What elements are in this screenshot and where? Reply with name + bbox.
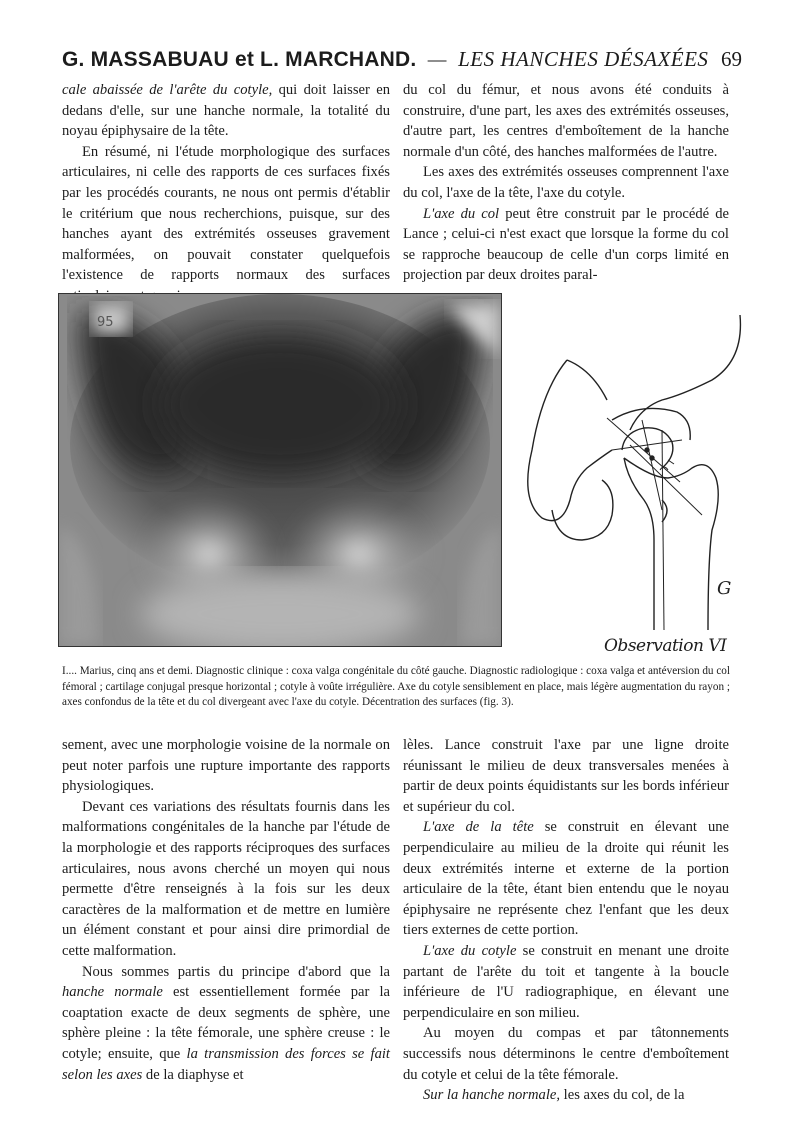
- paragraph: [403, 1085, 729, 1106]
- paragraph: En résumé, ni l'étude morphologique des surfaces articulaires, ni celle des rapports de ces surfaces fixés par les procédés courants, ne nous ont permis d'établir le critérium que nous recherchions, puisque, sur des hanches ayant des extrémités osseuses gravement malformées, on pouvait constater quelquefois l'existence de rapports normaux des surfaces: [62, 143, 390, 284]
- body-text: est essentiellement formée par la coaptation exacte de deux segments de sphère, une sphère pleine : la tête fémorale, une sphère creuse : le cotyle; ensuite, que: [62, 984, 390, 1062]
- italic-text: Sur la hanche normale,: [423, 1087, 561, 1104]
- body-text: de la diaphyse et: [142, 1066, 244, 1083]
- paragraph: [62, 962, 390, 1086]
- column-top-left: [62, 80, 390, 307]
- radiograph-graphic: [59, 294, 501, 646]
- radiograph-image: [58, 293, 502, 647]
- italic-text: L'axe du cotyle: [423, 942, 517, 959]
- femur-outer: [624, 458, 718, 630]
- italic-text: la transmission des forces se fait selon les axes: [62, 1045, 390, 1083]
- column-top-right: [403, 80, 729, 286]
- page-number: 69: [721, 47, 742, 71]
- body-text: Nous sommes partis du principe d'abord que la: [82, 963, 390, 980]
- body-text: se construit en menant une droite partant de l'arête du toit et tangente à la boucle inférieure de l'U radiographique, en élevant une perpendiculaire en son milieu.: [403, 942, 729, 1021]
- head-axis: [642, 420, 662, 510]
- body-text: se construit en élevant une perpendiculaire au milieu de la droite qui réunit les deux extrémités interne et externe de la portion articulaire de la tête, étant bien entendu que le noyau épiphysaire ne représente chez l'enfant que les deux tiers externes de cette portion.: [403, 819, 730, 939]
- header-dash: —: [427, 47, 447, 71]
- column-bottom-left: [62, 735, 390, 1085]
- body-text: les axes du col, de la: [560, 1087, 685, 1104]
- paragraph: [403, 941, 729, 1023]
- figure-caption: I.... Marius, cinq ans et demi. Diagnostic clinique : coxa valga congénitale du côté gauche. Diagnostic radiologique : coxa valga et antéversion du col fémoral ; cartilage conjugal presque horizontal ; cotyle à voûte irrégulière. Axe du cotyle sensiblement en place, mais légère augmentation du rayon ; axes confondus de la tête et du col divergeant avec l'axe du cotyle. Décentration des surfaces (fig. 3).: [62, 665, 730, 709]
- paragraph: du col du fémur, et nous avons été conduits à construire, d'une part, les axes des extrémités osseuses, d'autre part, les centres d'emboîtement de la hanche normale d'un côté, des hanches malformées de l'autre.: [403, 82, 729, 160]
- hip-diagram: [512, 300, 750, 670]
- acetabulum-roof: [612, 408, 690, 440]
- italic-text: L'axe du col: [423, 205, 500, 222]
- paragraph: [403, 204, 729, 286]
- italic-text: cale abaissée de l'arête du cotyle,: [62, 82, 273, 98]
- radiograph-mark: 95: [97, 315, 114, 330]
- obturator-outline: [552, 480, 613, 540]
- hip-diagram-graphic: [512, 300, 750, 670]
- body-text: qui doit laisser en dedans d'elle, sur une hanche normale, la totalité du noyau épiphysaire de la tête.: [62, 82, 390, 140]
- shaft-axis: [662, 430, 664, 630]
- femur-inner: [624, 458, 654, 630]
- paragraph: Au moyen du compas et par tâtonnements successifs nous déterminons le centre d'emboîtement du cotyle et celui de la tête fémorale.: [403, 1025, 729, 1083]
- diagram-letter: G: [717, 578, 732, 599]
- paragraph: Devant ces variations des résultats fournis dans les malformations congénitales de la hanche par l'étude de la morphologie et des rapports réciproques des surfaces articulaires, nous avons cherché un moyen qui nous permette d'être renseignés à la fois sur les deux caractères de la malformation et de mettre en lumière un élément constant et pour ainsi dire primordial de cette malformation.: [62, 798, 390, 959]
- pelvis-wing: [567, 360, 607, 400]
- body-text: peut être construit par le procédé de Lance ; celui-ci n'est exact que lorsque la forme du col se rapproche beaucoup de celle d'un corps limité en projection par deux droites paral-: [403, 205, 729, 284]
- observation-label: Observation VI: [604, 636, 727, 656]
- paragraph: sement, avec une morphologie voisine de la normale on peut noter parfois une rupture importante des rapports physiologiques.: [62, 737, 390, 795]
- italic-text: hanche normale: [62, 984, 163, 1001]
- paragraph: lèles. Lance construit l'axe par une ligne droite réunissant le milieu de deux transversales menées à partir de deux points équidistants sur les bords inférieur et supérieur du col.: [403, 737, 729, 815]
- ilium-outline: [630, 315, 740, 430]
- header-title: LES HANCHES DÉSAXÉES: [458, 47, 709, 71]
- paragraph: [62, 80, 390, 142]
- header-authors: G. MASSABUAU et L. MARCHAND.: [62, 48, 417, 71]
- paragraph: [403, 817, 729, 941]
- column-bottom-right: [403, 735, 729, 1106]
- cotyle-center-point: [645, 448, 649, 452]
- running-header: [62, 44, 742, 74]
- paragraph: Les axes des extrémités osseuses comprennent l'axe du col, l'axe de la tête, l'axe du cotyle.: [403, 164, 729, 201]
- pelvis-outline: [528, 360, 612, 521]
- head-center-point: [650, 456, 654, 460]
- italic-text: L'axe de la tête: [423, 819, 534, 836]
